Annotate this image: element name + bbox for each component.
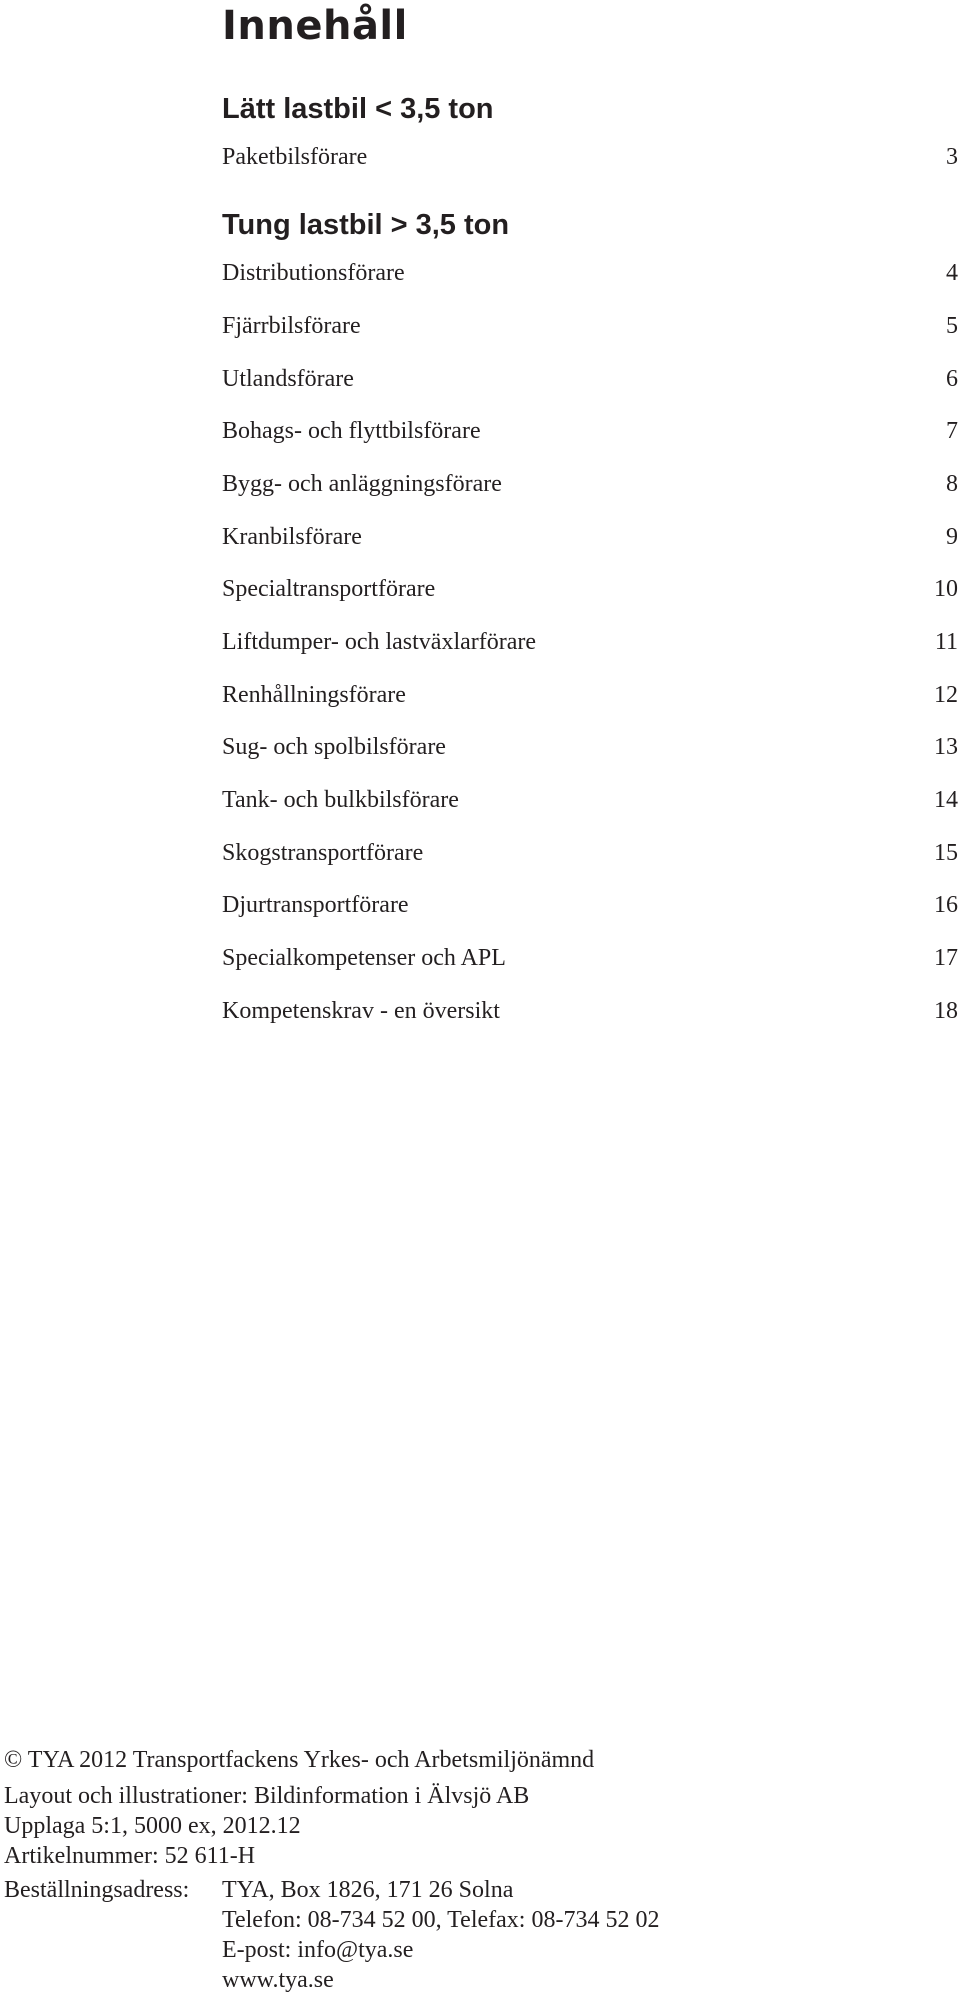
toc-entry	[222, 890, 958, 920]
layout-credit: Layout och illustrationer: Bildinformation i Älvsjö AB	[4, 1783, 530, 1809]
toc-entry-page: 15	[934, 840, 958, 866]
toc-entry	[222, 364, 958, 394]
toc-entry-label: Specialtransportförare	[222, 576, 436, 602]
copyright-line: © TYA 2012 Transportfackens Yrkes- och Arbetsmiljönämnd	[4, 1747, 595, 1773]
toc-entry-label: Fjärrbilsförare	[222, 313, 361, 339]
toc-entry-page: 16	[934, 892, 958, 918]
toc-entry-label: Bohags- och flyttbilsförare	[222, 418, 481, 444]
toc-entry-label: Utlandsförare	[222, 366, 354, 392]
toc-entry-label: Distributionsförare	[222, 260, 405, 286]
toc-entry	[222, 469, 958, 499]
toc-entry-label: Renhållningsförare	[222, 682, 406, 708]
toc-entry	[222, 732, 958, 762]
toc-entry-page: 9	[946, 524, 958, 550]
section-heading-tung-lastbil: Tung lastbil > 3,5 ton	[222, 209, 510, 241]
order-address-lines	[222, 1875, 659, 1995]
toc-entry-label: Kranbilsförare	[222, 524, 362, 550]
order-address-label: Beställningsadress:	[4, 1877, 190, 1903]
toc-entry	[222, 574, 958, 604]
toc-entry-label: Kompetenskrav - en översikt	[222, 998, 500, 1024]
toc-entry	[222, 522, 958, 552]
toc-entry	[222, 416, 958, 446]
toc-entry-page: 6	[946, 366, 958, 392]
toc-entry	[222, 142, 958, 172]
website-line: www.tya.se	[222, 1967, 334, 1993]
toc-entry-page: 10	[934, 576, 958, 602]
toc-entry-page: 17	[934, 945, 958, 971]
article-number: Artikelnummer: 52 611-H	[4, 1843, 256, 1869]
toc-entry-label: Specialkompetenser och APL	[222, 945, 506, 971]
toc-entry-page: 18	[934, 998, 958, 1024]
toc-entry-label: Paketbilsförare	[222, 144, 368, 170]
section-heading-latt-lastbil: Lätt lastbil < 3,5 ton	[222, 93, 494, 125]
toc-entry-label: Bygg- och anläggningsförare	[222, 471, 502, 497]
toc-entry	[222, 627, 958, 657]
toc-entry-page: 13	[934, 734, 958, 760]
toc-entry-page: 3	[946, 144, 958, 170]
toc-entry	[222, 943, 958, 973]
address-line: TYA, Box 1826, 171 26 Solna	[222, 1877, 514, 1903]
toc-entry-page: 5	[946, 313, 958, 339]
toc-entry-page: 7	[946, 418, 958, 444]
colophon	[4, 1745, 659, 1995]
edition-line: Upplaga 5:1, 5000 ex, 2012.12	[4, 1813, 301, 1839]
toc-entry	[222, 258, 958, 288]
toc-entry-label: Tank- och bulkbilsförare	[222, 787, 459, 813]
toc-entry-label: Skogstransportförare	[222, 840, 424, 866]
toc-entry-label: Sug- och spolbilsförare	[222, 734, 446, 760]
toc-entry-label: Liftdumper- och lastväxlarförare	[222, 629, 537, 655]
toc-entry-page: 14	[934, 787, 958, 813]
toc-entry-label: Djurtransportförare	[222, 892, 409, 918]
toc-entry	[222, 680, 958, 710]
toc-entry	[222, 838, 958, 868]
toc-entry	[222, 996, 958, 1026]
email-line: E-post: info@tya.se	[222, 1937, 414, 1963]
toc-entry	[222, 785, 958, 815]
toc-entry	[222, 311, 958, 341]
phone-line: Telefon: 08-734 52 00, Telefax: 08-734 52 02	[222, 1907, 660, 1933]
toc-entry-page: 8	[946, 471, 958, 497]
toc-entry-page: 12	[934, 682, 958, 708]
order-address	[4, 1875, 659, 1995]
toc-entry-page: 11	[934, 629, 958, 655]
page-title: Innehåll	[222, 3, 408, 49]
toc-entry-page: 4	[946, 260, 958, 286]
